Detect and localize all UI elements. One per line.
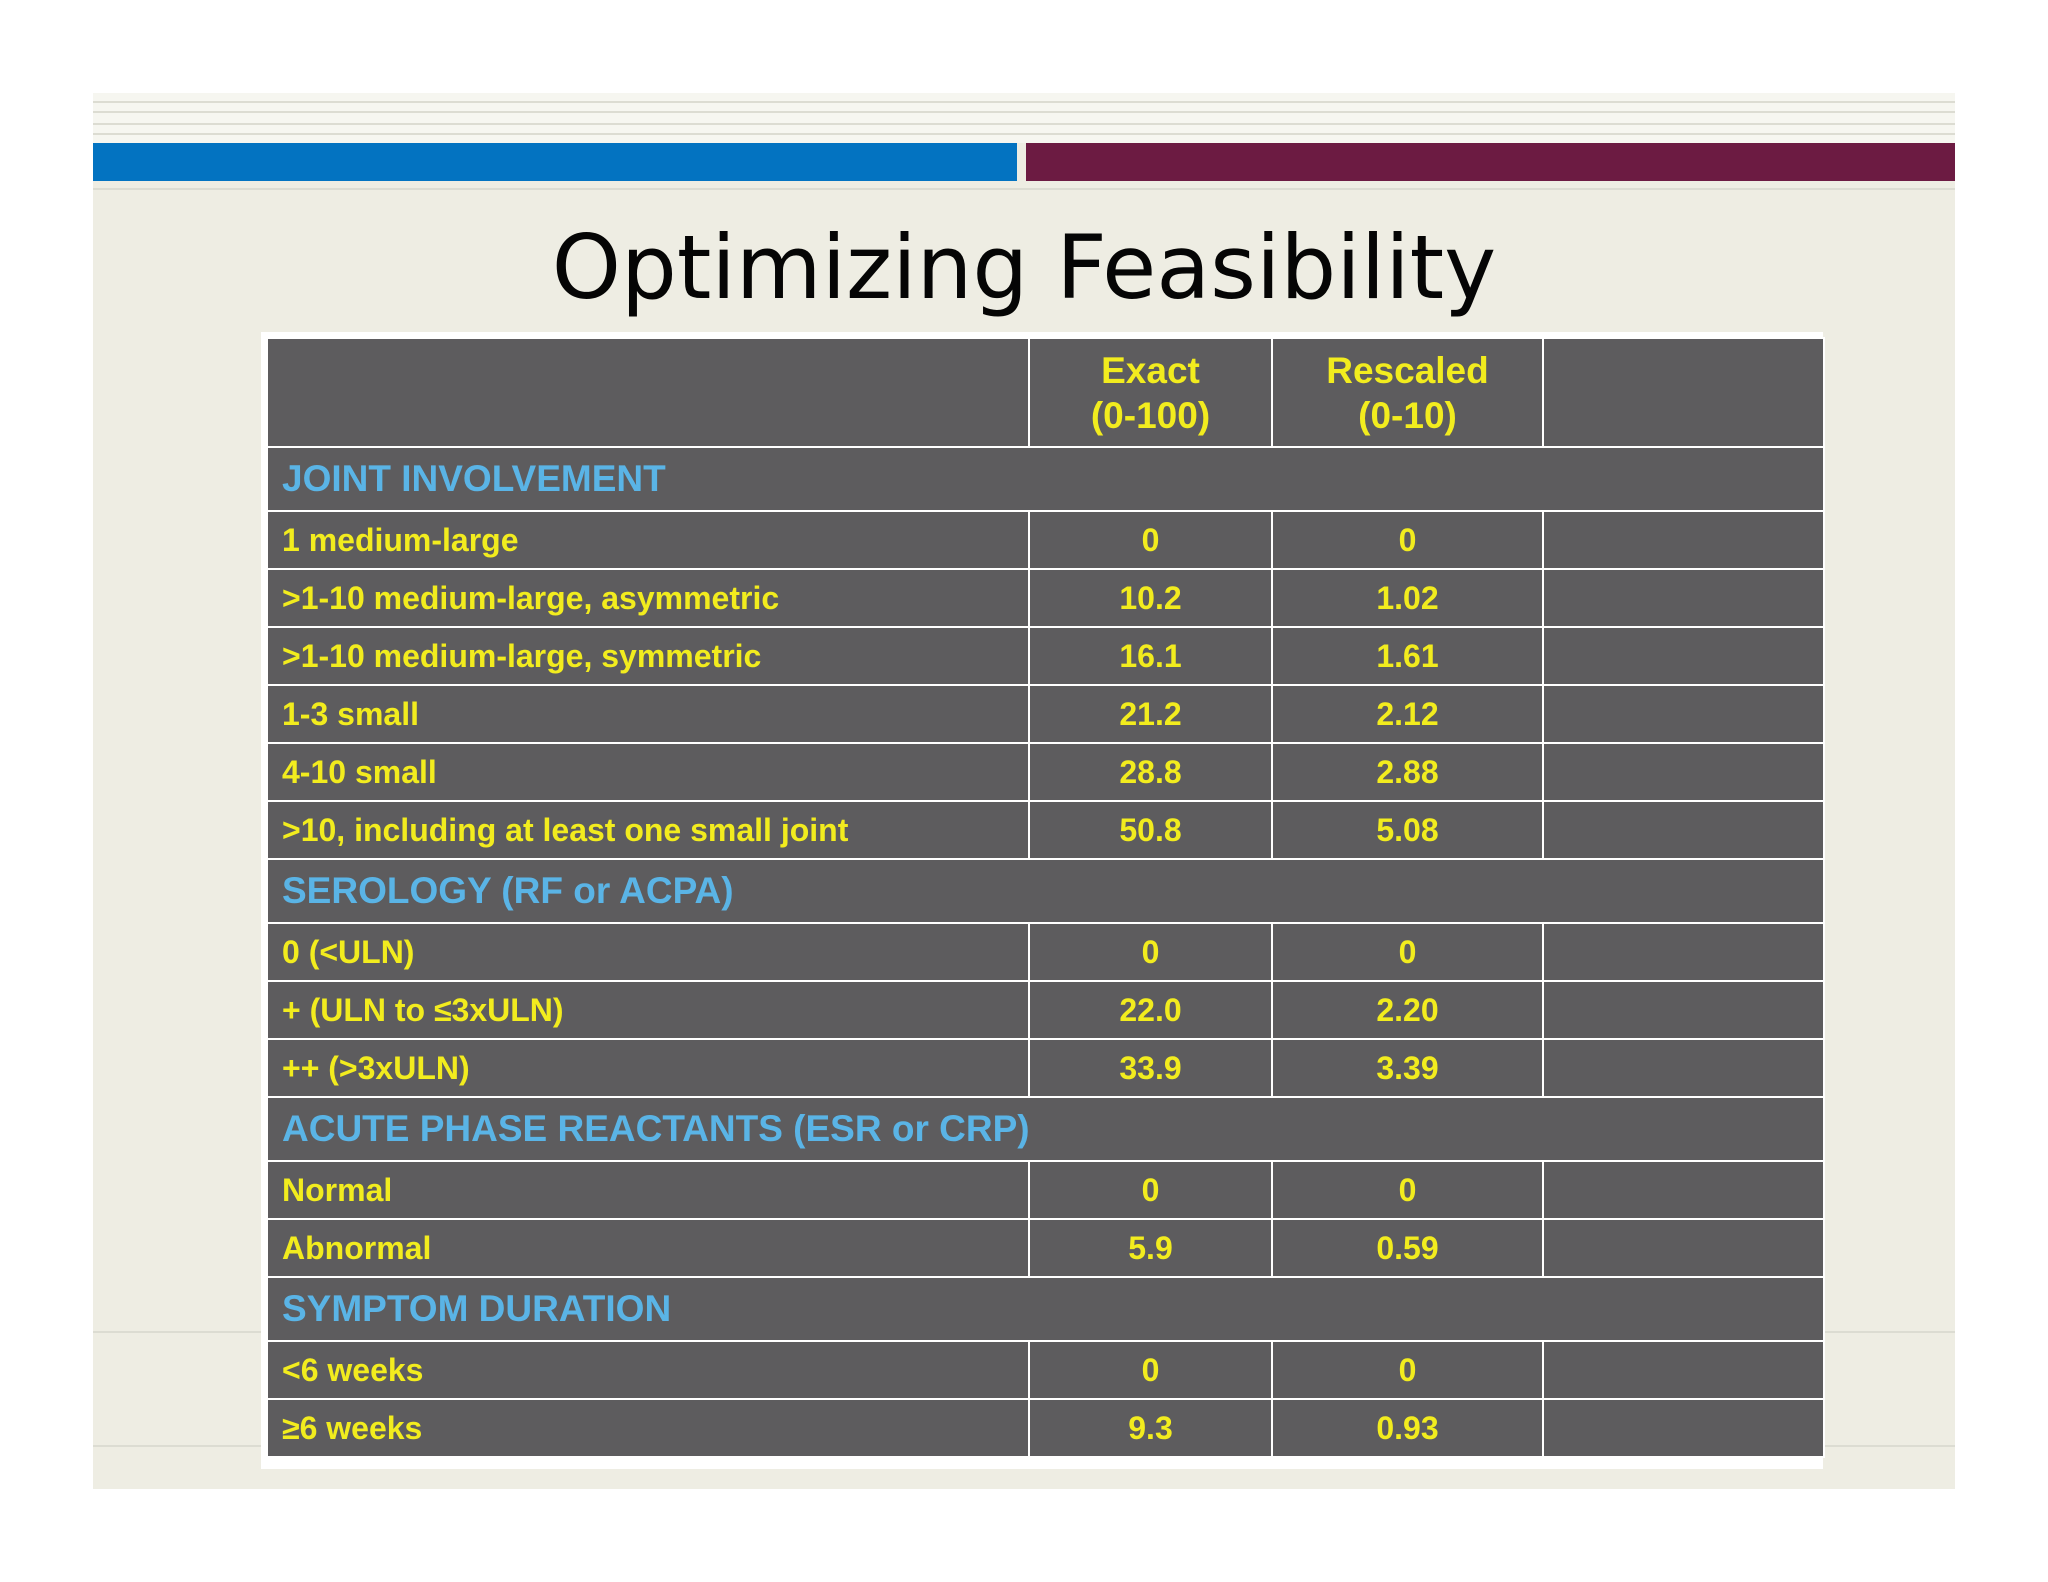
- exact-value: 22.0: [1029, 981, 1272, 1039]
- table-row: [267, 1161, 1824, 1219]
- section-row: [267, 859, 1824, 923]
- exact-value: 0: [1029, 1341, 1272, 1399]
- header-cell-blank: [1543, 338, 1824, 447]
- row-label: 0 (<ULN): [267, 923, 1029, 981]
- exact-value: 0: [1029, 511, 1272, 569]
- table-row: [267, 1039, 1824, 1097]
- table-row: [267, 1399, 1824, 1457]
- table-row: [267, 801, 1824, 859]
- empty-cell: [1543, 1219, 1824, 1277]
- row-label: >1-10 medium-large, asymmetric: [267, 569, 1029, 627]
- header-cell-blank: [267, 338, 1029, 447]
- row-label: <6 weeks: [267, 1341, 1029, 1399]
- exact-value: 10.2: [1029, 569, 1272, 627]
- row-label: Normal: [267, 1161, 1029, 1219]
- empty-cell: [1543, 923, 1824, 981]
- rescaled-value: 2.20: [1272, 981, 1543, 1039]
- exact-value: 28.8: [1029, 743, 1272, 801]
- exact-value: 9.3: [1029, 1399, 1272, 1457]
- slide: [93, 93, 1955, 1489]
- header-exact-line2: (0-100): [1090, 394, 1211, 436]
- rescaled-value: 0: [1272, 1161, 1543, 1219]
- empty-cell: [1543, 685, 1824, 743]
- section-title: ACUTE PHASE REACTANTS (ESR or CRP): [267, 1097, 1824, 1161]
- exact-value: 33.9: [1029, 1039, 1272, 1097]
- header-rescaled-line2: (0-10): [1358, 394, 1457, 436]
- accent-bar-maroon: [1026, 143, 1955, 181]
- row-label: >10, including at least one small joint: [267, 801, 1029, 859]
- table-row: [267, 1341, 1824, 1399]
- rescaled-value: 5.08: [1272, 801, 1543, 859]
- table-row: [267, 981, 1824, 1039]
- exact-value: 0: [1029, 923, 1272, 981]
- section-row: [267, 1097, 1824, 1161]
- exact-value: 0: [1029, 1161, 1272, 1219]
- table-row: [267, 685, 1824, 743]
- rescaled-value: 2.88: [1272, 743, 1543, 801]
- row-label: + (ULN to ≤3xULN): [267, 981, 1029, 1039]
- rescaled-value: 3.39: [1272, 1039, 1543, 1097]
- table-header-row: [267, 338, 1824, 447]
- rescaled-value: 0.59: [1272, 1219, 1543, 1277]
- table-row: [267, 923, 1824, 981]
- header-rule: [93, 188, 1955, 190]
- rescaled-value: 0: [1272, 923, 1543, 981]
- empty-cell: [1543, 981, 1824, 1039]
- row-label: >1-10 medium-large, symmetric: [267, 627, 1029, 685]
- section-title: JOINT INVOLVEMENT: [267, 447, 1824, 511]
- table-frame: [261, 332, 1823, 1469]
- exact-value: 5.9: [1029, 1219, 1272, 1277]
- table-row: [267, 743, 1824, 801]
- row-label: 1 medium-large: [267, 511, 1029, 569]
- row-label: ≥6 weeks: [267, 1399, 1029, 1457]
- row-label: 4-10 small: [267, 743, 1029, 801]
- rescaled-value: 0.93: [1272, 1399, 1543, 1457]
- score-table: [266, 337, 1825, 1458]
- empty-cell: [1543, 627, 1824, 685]
- rescaled-value: 1.02: [1272, 569, 1543, 627]
- table-row: [267, 569, 1824, 627]
- section-row: [267, 447, 1824, 511]
- exact-value: 50.8: [1029, 801, 1272, 859]
- section-title: SEROLOGY (RF or ACPA): [267, 859, 1824, 923]
- empty-cell: [1543, 1399, 1824, 1457]
- empty-cell: [1543, 511, 1824, 569]
- rescaled-value: 2.12: [1272, 685, 1543, 743]
- empty-cell: [1543, 743, 1824, 801]
- header-rule: [93, 133, 1955, 135]
- section-title: SYMPTOM DURATION: [267, 1277, 1824, 1341]
- row-label: 1-3 small: [267, 685, 1029, 743]
- section-row: [267, 1277, 1824, 1341]
- accent-bar-blue: [93, 143, 1017, 181]
- row-label: ++ (>3xULN): [267, 1039, 1029, 1097]
- header-rescaled-line1: Rescaled: [1326, 349, 1489, 391]
- exact-value: 21.2: [1029, 685, 1272, 743]
- row-label: Abnormal: [267, 1219, 1029, 1277]
- empty-cell: [1543, 1161, 1824, 1219]
- table-row: [267, 1219, 1824, 1277]
- rescaled-value: 0: [1272, 1341, 1543, 1399]
- empty-cell: [1543, 801, 1824, 859]
- header-rule: [93, 123, 1955, 125]
- slide-title: Optimizing Feasibility: [551, 216, 1497, 319]
- empty-cell: [1543, 1341, 1824, 1399]
- table-row: [267, 627, 1824, 685]
- header-cell-rescaled: [1272, 338, 1543, 447]
- header-rule: [93, 111, 1955, 113]
- rescaled-value: 0: [1272, 511, 1543, 569]
- header-cell-exact: [1029, 338, 1272, 447]
- empty-cell: [1543, 569, 1824, 627]
- rescaled-value: 1.61: [1272, 627, 1543, 685]
- header-rule: [93, 101, 1955, 103]
- header-exact-line1: Exact: [1101, 349, 1200, 391]
- empty-cell: [1543, 1039, 1824, 1097]
- table-row: [267, 511, 1824, 569]
- exact-value: 16.1: [1029, 627, 1272, 685]
